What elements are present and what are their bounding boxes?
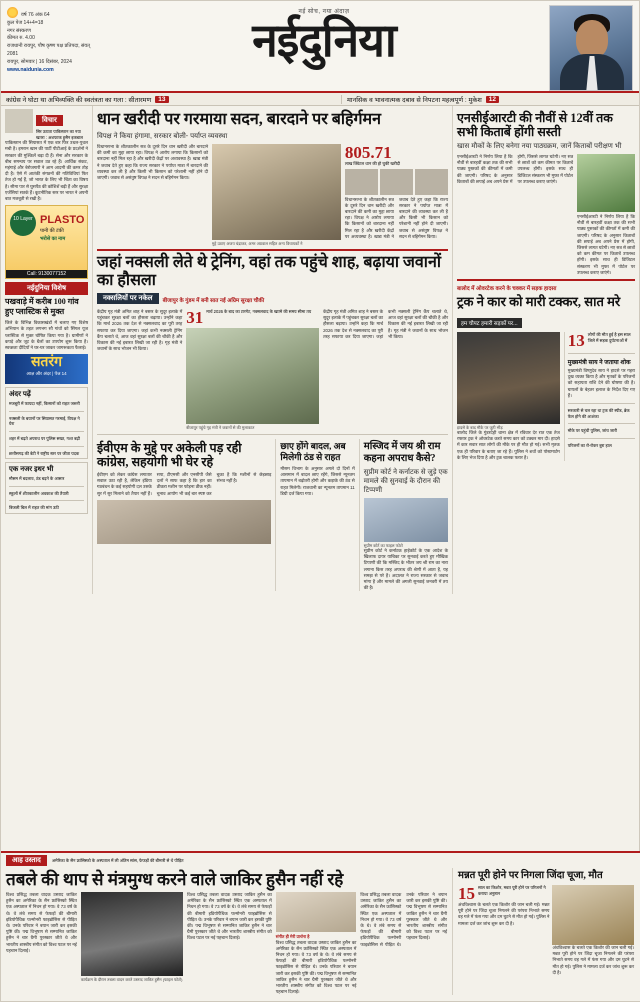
lead-headline[interactable]: धान खरीदी पर गरमाया सदन, बारदाने पर बहिर्गमन <box>97 111 382 128</box>
second-kicker: बीजापुर के गुंडम में बनी सात नई अग्रिम सुरक्षा चौकी <box>162 298 265 304</box>
masthead-tagline: नई सोच, नया अंदाज़ <box>298 9 350 15</box>
list-item[interactable]: नक्सली के बयानों पर सियासत गरमाई, विपक्ष ने घेरा <box>9 415 80 427</box>
amit-shah-photo-caption: बीजापुर पहुंचे गृह मंत्री ने जवानों से की मुलाकात <box>186 425 255 430</box>
leader-photo <box>345 169 378 195</box>
masthead-portrait <box>549 5 633 91</box>
box-andar-padhen <box>5 387 88 459</box>
tabla-photo <box>276 892 357 932</box>
box-ek-nazar <box>5 462 88 514</box>
ad-satrang-title: सतरंग <box>30 355 63 371</box>
accident-photo-caption: हादसे के बाद मौके पर जुटी भीड़ <box>457 425 503 431</box>
nd-special-label: नईदुनिया विशेष <box>5 282 88 295</box>
zakir-body-3: विश्व प्रसिद्ध तबला वादक उस्ताद जाकिर हुसैन का अमेरिका के सैन फ्रांसिस्को स्थित एक अस्पताल में निधन हो गया। वे 73 वर्ष के थे। वे लंबे समय से फेफड़ों की बीमारी इडियोपैथिक पल्मोनरी फाइब्रोसिस से पीड़ित थे। उनके परिवार ने बयान जारी कर इसकी पुष्टि की। पद्म विभूषण से सम्मानित जाकिर हुसैन ने चार ग्रैमी पुरस्कार जीते थे और भारतीय शास्त्रीय संगीत को विश्व पटल पर नई पहचान दिलाई। <box>275 939 357 995</box>
accident-kicker: बालोद में ओवरटेक करने के चक्कर में सड़क हादसा <box>457 286 557 293</box>
column-center <box>93 106 453 594</box>
teaser-right-page: 12 <box>486 96 499 103</box>
sun-icon <box>7 7 18 18</box>
fifth-body: सुप्रीम कोर्ट ने कर्नाटक हाईकोर्ट के एक आदेश के खिलाफ दायर याचिका पर सुनवाई करते हुए मौखिक टिप्पणी की कि मस्जिद के भीतर जय श्री राम का नारा लगाना किस तरह अपराध की श्रेणी में आता है, यह समझ से परे है। अदालत ने राज्य सरकार से जवाब मांगा है और मामले की अगली सुनवाई जनवरी में तय की है। <box>363 548 448 591</box>
zakir-headline[interactable]: तबले की थाप से मंत्रमुग्ध करने वाले जाकिर हुसैन नहीं रहे <box>6 870 344 889</box>
leader-photo <box>380 169 413 195</box>
fifth-headline[interactable]: मस्जिद में जय श्री राम कहना अपराध कैसे? <box>363 441 441 464</box>
zakir-body: विश्व प्रसिद्ध तबला वादक उस्ताद जाकिर हुसैन का अमेरिका के सैन फ्रांसिस्को स्थित एक अस्पताल में निधन हो गया। वे 73 वर्ष के थे। वे लंबे समय से फेफड़ों की बीमारी इडियोपैथिक पल्मोनरी फाइब्रोसिस से पीड़ित थे। उनके परिवार ने बयान जारी कर इसकी पुष्टि की। पद्म विभूषण से सम्मानित जाकिर हुसैन ने चार ग्रैमी पुरस्कार जीते थे और भारतीय शास्त्रीय संगीत को विश्व पटल पर नई पहचान दिलाई। <box>6 892 77 953</box>
leader-thumbnails <box>345 169 448 195</box>
fourth-headline[interactable]: छाए होंगे बादल, अब मिलेगी ठंड से राहत <box>280 441 346 462</box>
list-item[interactable]: मौसम में बदलाव, ठंड बढ़ने के आसार <box>9 476 65 482</box>
ad-satrang-sub: आज़ और अंदर | पेज 14 <box>26 371 67 377</box>
second-date-badge: 31 <box>186 308 204 327</box>
supreme-court-caption: सुप्रीम कोर्ट का फाइल फोटो <box>363 543 403 548</box>
chick-photo <box>552 885 634 945</box>
accident-stat-number: 13 <box>567 331 585 351</box>
ncert-subhead: खास मौकों के लिए बनेगा नया पाठ्यक्रम, जानें किताबों परीक्षण भी <box>457 143 622 150</box>
accident-body: बालोद जिले के गुंडरदेही थाना क्षेत्र में रविवार देर रात एक तेज रफ्तार ट्रक ने ओवरटेक करते समय कार को टक्कर मार दी। हादसे में कार सवार सात लोगों की मौके पर ही मौत हो गई। सभी मृतक एक ही परिवार के बताए जा रहे हैं। पुलिस ने शवों को पोस्टमार्टम के लिए भेज दिया है और ट्रक चालक फरार है। <box>457 430 560 460</box>
lead-stat-number: 805.71 <box>344 143 392 162</box>
column-right <box>453 106 639 594</box>
second-section-label: नक्सलियों पर नकेल <box>97 293 159 304</box>
cm-condolence-body: मुख्यमंत्री विष्णुदेव साय ने हादसे पर गहरा दुख व्यक्त किया है और मृतकों के परिजनों को सहायता राशि देने की घोषणा की है। घायलों के बेहतर इलाज के निर्देश दिए गए हैं। <box>567 368 635 398</box>
lead-subhead: विपक्ष ने किया हंगामा, सरकार बोली- पर्याप्त व्यवस्था <box>97 133 228 140</box>
ad-plasto-tagline: भरोसे का नाम <box>40 236 66 243</box>
list-item[interactable]: मौके पर पहुंची पुलिस, जांच जारी <box>567 428 617 434</box>
chick-stat-text: साल का किशोर, मन्नत पूरी होने पर परिजनों ने कराया अनुष्ठान <box>478 885 546 896</box>
special-body: जिले के विभिन्न विकासखंडों में चलाए गए विशेष अभियान के तहत लगभग सौ गांवों को सिंगल यूज प्लास्टिक से मुक्त घोषित किया गया है। ग्रामीणों ने कपड़े और जूट के थैलों का उपयोग शुरू किया है। स्वच्छता दीदियों ने घर-घर जाकर जागरूकता फैलाई। <box>5 320 88 351</box>
bottom-band <box>1 851 640 1001</box>
chick-body: अंधविश्वास के चलते एक किशोर की जान चली गई। मन्नत पूरी होने पर जिंदा चूजा निगलने की परंपरा निभाते समय वह गले में फंस गया और दम घुटने से मौत हो गई। पुलिस ने मामला दर्ज कर जांच शुरू कर दी है। <box>458 902 550 926</box>
editorial-body: पाकिस्तान की सियासत में एक बार फिर उथल-पुथल मची है। इमरान खान की पार्टी पीटीआई के प्रदर्शनों ने सरकार की मुश्किलें बढ़ा दी हैं। सेना और सरकार के बीच समन्वय पर सवाल उठ रहे हैं। आर्थिक संकट, महंगाई और बेरोजगारी ने आम आदमी की कमर तोड़ दी है। ऐसे में आतंकी संगठनों की गतिविधियां फिर तेज हो गई हैं, जो भारत के लिए भी चिंता का विषय है। सीमा पार से घुसपैठ की कोशिशें बढ़ी हैं और सुरक्षा एजेंसियां सतर्क हैं। कूटनीतिक स्तर पर भारत ने अपनी बात मजबूती से रखी है। <box>5 140 88 202</box>
ncert-body: एनसीईआरटी ने निर्णय लिया है कि नौवीं से बारहवीं कक्षा तक की सभी पाठ्य पुस्तकों की कीमतों में कमी की जाएगी। परिषद के अनुसार किताबों की छपाई अब अपने प्रेस में होगी, जिससे लागत घटेगी। नए सत्र से छात्रों को कम कीमत पर किताबें उपलब्ध होंगी। इसके साथ ही डिजिटल संस्करण भी मुफ्त में पोर्टल पर उपलब्ध कराए जाएंगे। <box>457 154 573 184</box>
second-headline[interactable]: जहां नक्सली लेते थे ट्रेनिंग, वहां तक पहुंचे शाह, बढ़ाया जवानों का हौसला <box>97 254 441 289</box>
second-date-text: मार्च 2026 के बाद का टारगेट, नक्सलवाद के खात्मे की समय सीमा तय <box>206 309 312 314</box>
ad-plasto-title: PLASTO <box>40 214 85 227</box>
supreme-court-photo <box>364 498 448 542</box>
list-item[interactable]: बिजली बिल में राहत की मांग उठी <box>9 505 59 511</box>
teaser-right-text: मानसिक व भावनात्मक दबाव से निपटना महत्वपूर्ण : मुकेश <box>347 96 482 104</box>
ad-plasto-call[interactable]: Call: 9130077152 <box>6 270 87 278</box>
list-item[interactable]: स्कूलों में शीतकालीन अवकाश की तैयारी <box>9 490 69 496</box>
fourth-body: मौसम विभाग के अनुसार अगले दो दिनों में आसमान में बादल छाए रहेंगे, जिससे न्यूनतम तापमान में बढ़ोतरी होगी और कड़ाके की ठंड से राहत मिलेगी। राजधानी का न्यूनतम तापमान 11 डिग्री दर्ज किया गया। <box>280 466 355 496</box>
second-body-extra: केंद्रीय गृह मंत्री अमित शाह ने बस्तर के सुदूर इलाके में पहुंचकर सुरक्षा बलों का हौसला बढ़ाया। उन्होंने कहा कि मार्च 2026 तक देश से नक्सलवाद का पूरी तरह सफाया कर दिया जाएगा। जहां कभी नक्सली ट्रेनिंग कैंप चलाते थे, आज वहां सुरक्षा बलों की चौकी है और विकास की नई इबारत लिखी जा रही है। गृह मंत्री ने जवानों के साथ भोजन भी किया। <box>323 309 448 339</box>
box-title: एक नजर इधर भी <box>9 466 54 474</box>
section-label-vichar: विचार <box>36 115 63 126</box>
zakir-body-4: विश्व प्रसिद्ध तबला वादक उस्ताद जाकिर हुसैन का अमेरिका के सैन फ्रांसिस्को स्थित एक अस्पताल में निधन हो गया। वे 73 वर्ष के थे। वे लंबे समय से फेफड़ों की बीमारी इडियोपैथिक पल्मोनरी फाइब्रोसिस से पीड़ित थे। उनके परिवार ने बयान जारी कर इसकी पुष्टि की। पद्म विभूषण से सम्मानित जाकिर हुसैन ने चार ग्रैमी पुरस्कार जीते थे और भारतीय शास्त्रीय संगीत को विश्व पटल पर नई पहचान दिलाई। <box>360 892 447 947</box>
third-headline[interactable]: ईवीएम के मुद्दे पर अकेली पड़ रही कांग्रेस, सहयोगी भी घेर रहे <box>97 441 242 469</box>
newspaper-title: नईदुनिया <box>252 15 396 66</box>
ncert-headline[interactable]: एनसीईआरटी की नौवीं से 12वीं तक सभी किताबें होंगी सस्ती <box>457 111 613 139</box>
portrait-head <box>576 20 608 58</box>
teaser-right[interactable] <box>342 95 639 104</box>
top-teaser-strip <box>1 93 639 106</box>
masthead-info: वर्ष 76 अंक 64 कुल पेज 14+4=18 नगर संस्करण कीमत रु. 4.00 राजधानी रायपुर, पौष कृष्ण पक्ष प्रतिपदा, संवत् 2081 रायपुर, सोमवार | 16 दिसंबर, 2024 www.naidunia.com <box>7 5 99 75</box>
website-link[interactable]: www.naidunia.com <box>7 67 54 74</box>
third-body: ईवीएम को लेकर कांग्रेस लगातार सवाल उठा रही है, लेकिन इंडिया गठबंधन के कई सहयोगी दल उसके सुर में सुर मिलाने को तैयार नहीं हैं। सपा, टीएमसी और एनसीपी जैसे दलों ने साफ कहा है कि हार का ठीकरा मशीन पर फोड़ना ठीक नहीं। चुनाव आयोग भी कई बार स्पष्ट कर चुका है कि मशीनों से छेड़छाड़ संभव नहीं है। <box>97 472 272 496</box>
chick-stat-number: 15 <box>458 884 475 903</box>
bottom-section-label: आह उस्ताद <box>6 855 47 866</box>
teaser-left-page: 13 <box>155 96 168 103</box>
teaser-left[interactable] <box>1 95 342 104</box>
leader-photo <box>415 169 448 195</box>
accident-stat-text: लोगों की मौत हुई है इस साल जिले में सड़क दुर्घटनाओं में <box>587 332 631 343</box>
box-title: अंदर पढ़ें <box>9 391 31 399</box>
assembly-photo-caption: मुद्दे उठाए अजय चंद्राकर, अमर अग्रवाल सहित अन्य विधायकों ने <box>212 241 303 246</box>
chick-body-2: अंधविश्वास के चलते एक किशोर की जान चली गई। मन्नत पूरी होने पर जिंदा चूजा निगलने की परंपरा निभाते समय वह गले में फंस गया और दम घुटने से मौत हो गई। पुलिस ने मामला दर्ज कर जांच शुरू कर दी है। <box>552 945 634 975</box>
masthead-center <box>99 5 549 67</box>
congress-photo <box>97 500 271 544</box>
zakir-photo <box>81 892 183 976</box>
editor-photo <box>5 109 33 133</box>
list-item[interactable]: छत्तीसगढ़ की बेटी ने राष्ट्रीय स्तर पर जीता पदक <box>9 450 80 456</box>
cm-condolence-headline[interactable]: मुख्यमंत्री साय ने जताया शोक <box>567 360 631 367</box>
second-body: केंद्रीय गृह मंत्री अमित शाह ने बस्तर के सुदूर इलाके में पहुंचकर सुरक्षा बलों का हौसला बढ़ाया। उन्होंने कहा कि मार्च 2026 तक देश से नक्सलवाद का पूरी तरह सफाया कर दिया जाएगा। जहां कभी नक्सली ट्रेनिंग कैंप चलाते थे, आज वहां सुरक्षा बलों की चौकी है और विकास की नई इबारत लिखी जा रही है। गृह मंत्री ने जवानों के साथ भोजन भी किया। <box>97 309 183 352</box>
editor-caption: सिर उठाता पाकिस्तान का नया खतरा : अशफाक हुसैन इकबाल <box>36 129 83 140</box>
lead-body: विधानसभा के शीतकालीन सत्र के दूसरे दिन धान खरीदी और बारदाने की कमी का मुद्दा छाया रहा। विपक्ष ने आरोप लगाया कि किसानों को बारदाना नहीं मिल रहा है और खरीदी केंद्रों पर अव्यवस्था है। खाद्य मंत्री ने जवाब देते हुए कहा कि राज्य सरकार ने पर्याप्त मात्रा में बारदाने की व्यवस्था कर ली है और किसी भी किसान को परेशानी नहीं होने दी जाएगी। जवाब से असंतुष्ट विपक्ष ने सदन से बहिर्गमन किया। <box>97 144 209 181</box>
third-block <box>97 439 448 591</box>
zakir-photo-caption: कार्यक्रम के दौरान तबला वादन करते उस्ताद जाकिर हुसैन (फाइल फोटो) <box>80 977 183 982</box>
second-block <box>97 309 448 430</box>
teaser-left-text: कांग्रेस ने घोटा था अभिव्यक्ति की स्वतंत्रता का गला : सीतारमण <box>6 96 152 104</box>
list-item[interactable]: मजबूरी में फायदा नहीं, किसानों को राहत जरूरी <box>9 401 80 407</box>
ad-plasto[interactable] <box>5 205 88 279</box>
ad-satrang[interactable] <box>5 354 88 384</box>
list-item[interactable]: सरकारी से चल रहा था ट्रक की स्पीड, ब्रेक फेल होने की आशंका <box>567 408 630 419</box>
page-columns <box>1 106 639 594</box>
amit-shah-photo <box>186 328 319 424</box>
lead-block <box>97 144 448 246</box>
accident-headline[interactable]: ट्रक ने कार को मारी टक्कर, सात मरे <box>457 294 621 310</box>
lead-stat-unit: लाख क्विंटल धान की हो चुकी खरीदी <box>344 161 400 166</box>
list-item[interactable]: परिजनों का रो-रोकर बुरा हाल <box>567 442 612 448</box>
ad-plasto-sub: पानी की टंकी <box>40 228 64 235</box>
column-left <box>1 106 93 594</box>
assembly-photo <box>212 144 341 240</box>
books-photo <box>577 154 635 212</box>
accident-photo <box>457 332 560 424</box>
special-headline[interactable]: पखवाड़े में करीब 100 गांव हुए प्लास्टिक से मुक्त <box>5 297 79 317</box>
zakir-body-2: विश्व प्रसिद्ध तबला वादक उस्ताद जाकिर हुसैन का अमेरिका के सैन फ्रांसिस्को स्थित एक अस्पताल में निधन हो गया। वे 73 वर्ष के थे। वे लंबे समय से फेफड़ों की बीमारी इडियोपैथिक पल्मोनरी फाइब्रोसिस से पीड़ित थे। उनके परिवार ने बयान जारी कर इसकी पुष्टि की। पद्म विभूषण से सम्मानित जाकिर हुसैन ने चार ग्रैमी पुरस्कार जीते थे और भारतीय शास्त्रीय संगीत को विश्व पटल पर नई पहचान दिलाई। <box>187 892 272 941</box>
masthead <box>1 1 639 93</box>
list-item[interactable]: शहर में बढ़ते अपराध पर पुलिस सख्त, गश्त बढ़ी <box>9 436 80 442</box>
bottom-subhead: अमेरिका के सैन फ्रांसिस्को के अस्पताल में ली अंतिम सांस, फेफड़ों की बीमारी से थे पीड़ित <box>51 857 184 863</box>
zakir-quote: संगीत ही मेरी प्रार्थना है <box>275 934 310 939</box>
ad-plasto-badge: 10 Layer <box>10 210 36 236</box>
road-series-label: हम चौपट हमारी सड़कों पर... <box>457 318 522 328</box>
chick-headline[interactable]: मन्नत पूरी होने पर निगला जिंदा चूजा, मौत <box>458 870 603 881</box>
lead-side-body: विधानसभा के शीतकालीन सत्र के दूसरे दिन धान खरीदी और बारदाने की कमी का मुद्दा छाया रहा। विपक्ष ने आरोप लगाया कि किसानों को बारदाना नहीं मिल रहा है और खरीदी केंद्रों पर अव्यवस्था है। खाद्य मंत्री ने जवाब देते हुए कहा कि राज्य सरकार ने पर्याप्त मात्रा में बारदाने की व्यवस्था कर ली है और किसी भी किसान को परेशानी नहीं होने दी जाएगी। जवाब से असंतुष्ट विपक्ष ने सदन से बहिर्गमन किया। <box>344 196 448 239</box>
fifth-subhead: सुप्रीम कोर्ट ने कर्नाटक से जुड़े एक मामले की सुनवाई के दौरान की टिप्पणी <box>363 469 448 494</box>
ncert-body-extra: एनसीईआरटी ने निर्णय लिया है कि नौवीं से बारहवीं कक्षा तक की सभी पाठ्य पुस्तकों की कीमतों में कमी की जाएगी। परिषद के अनुसार किताबों की छपाई अब अपने प्रेस में होगी, जिससे लागत घटेगी। नए सत्र से छात्रों को कम कीमत पर किताबें उपलब्ध होंगी। इसके साथ ही डिजिटल संस्करण भी मुफ्त में पोर्टल पर उपलब्ध कराए जाएंगे। <box>577 214 635 275</box>
